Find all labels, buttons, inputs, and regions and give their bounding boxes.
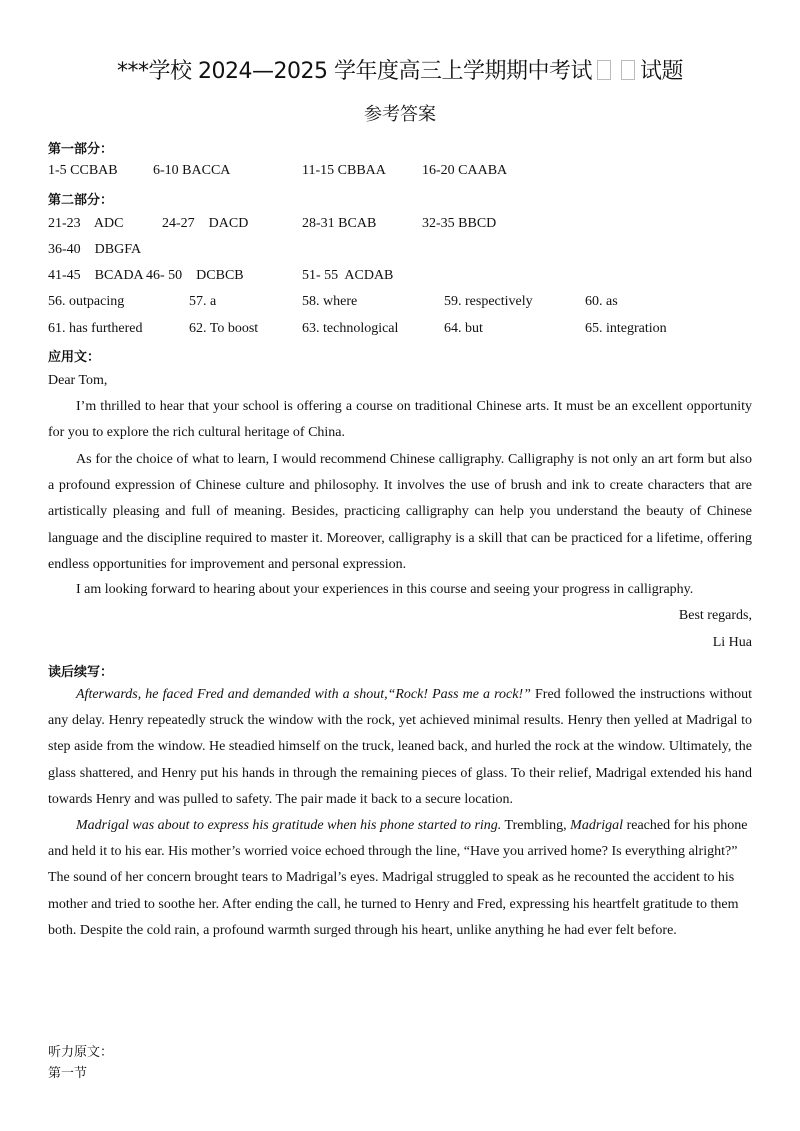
answer: 32-35 BBCD xyxy=(422,216,497,231)
document-subtitle: 参考答案 xyxy=(364,104,436,125)
answer: 41-45 BCADA xyxy=(48,268,144,283)
answer: 21-23 ADC xyxy=(48,216,124,231)
paragraph-text: reached for his phone and held it to his ear. His mother’s worried voice echoed through the line, “Have you arrived home? Is everything alright?” The sound of her concern brought tears to Madrigal’s eyes. Madrigal struggled to speak as he recounted the accident to his mother and tried to soothe her. After ending the call, he turned to Henry and Fred, expressing his heartfelt gratitude to them both. Despite the cold rain, a profound warmth surged through his heart, unlike anything he had ever felt before. xyxy=(48,818,748,938)
answer: 63. technological xyxy=(302,321,399,336)
answer: 1-5 CCBAB xyxy=(48,163,118,178)
answer: 64. but xyxy=(444,321,483,336)
answer: 11-15 CBBAA xyxy=(302,163,386,178)
paragraph-text: Fred followed the instructions without any delay. Henry repeatedly struck the window with the rock, yet achieved minimal results. Henry then yelled at Madrigal to step aside from the window. He steadied himself on the truck, leaned back, and hurled the rock at the window. Ultimately, the glass shattered, and Henry put his hands in through the remaining pieces of glass. To their relief, Madrigal extended his hand towards Henry and was pulled to safety. The pair made it back to a secure location. xyxy=(48,687,752,807)
answer: 61. has furthered xyxy=(48,321,143,336)
answer: 6-10 BACCA xyxy=(153,163,231,178)
missing-glyph-box xyxy=(621,60,635,80)
letter-closing: Best regards, xyxy=(678,608,752,623)
answer: 28-31 BCAB xyxy=(302,216,377,231)
answer: 57. a xyxy=(189,294,217,309)
part2-heading: 第二部分： xyxy=(48,193,114,208)
answer: 60. as xyxy=(585,294,618,309)
answer: 36-40 DBGFA xyxy=(48,242,142,257)
answer: 59. respectively xyxy=(444,294,533,309)
writing-heading: 应用文： xyxy=(48,350,101,365)
letter-signature: Li Hua xyxy=(712,635,752,650)
answer: 56. outpacing xyxy=(48,294,125,309)
letter-paragraph: I’m thrilled to hear that your school is offering a course on traditional Chinese arts. It must be an excellent opportunity for you to explore the rich cultural heritage of China. xyxy=(48,399,752,441)
answer-row xyxy=(48,216,497,236)
italic-name: Madrigal xyxy=(570,818,624,833)
answer: 62. To boost xyxy=(189,321,259,336)
title-suffix: 试题 xyxy=(639,59,683,84)
title-text: ***学校 2024—2025 学年度高三上学期期中考试 xyxy=(117,59,592,84)
listening-heading: 听力原文： xyxy=(48,1045,114,1060)
italic-lead: Madrigal was about to express his gratitude when his phone started to ring. xyxy=(76,818,502,833)
continuation-heading: 读后续写： xyxy=(48,665,114,680)
part1-heading: 第一部分： xyxy=(48,142,114,157)
story-paragraph xyxy=(48,682,752,813)
answer: 58. where xyxy=(302,294,358,309)
listening-section: 第一节 xyxy=(48,1066,88,1081)
document-title xyxy=(0,54,800,85)
missing-glyph-box xyxy=(597,60,611,80)
answer: 16-20 CAABA xyxy=(422,163,508,178)
letter-paragraph: As for the choice of what to learn, I would recommend Chinese calligraphy. Calligraphy is not only an art form but also a profound expression of Chinese culture and philosophy. It involves the use of brush and ink to create characters that are artistically pleasing and full of meaning. Besides, practicing calligraphy can help you understand the beauty of Chinese language and the discipline required to master it. Moreover, calligraphy is a skill that can be practiced for a lifetime, offering endless opportunities for improvement and personal expression. xyxy=(48,452,752,572)
story-paragraph xyxy=(48,813,752,944)
letter-paragraph: I am looking forward to hearing about your experiences in this course and seeing your progress in calligraphy. xyxy=(76,582,694,597)
answer: 51- 55 ACDAB xyxy=(302,268,394,283)
answer: 24-27 DACD xyxy=(162,216,249,231)
answer: 46- 50 DCBCB xyxy=(146,268,244,283)
paragraph-text: Trembling, xyxy=(501,818,571,833)
letter-greeting: Dear Tom, xyxy=(48,373,108,388)
answer: 65. integration xyxy=(585,321,667,336)
italic-lead: Afterwards, he faced Fred and demanded with a shout,“Rock! Pass me a rock!” xyxy=(76,687,531,702)
